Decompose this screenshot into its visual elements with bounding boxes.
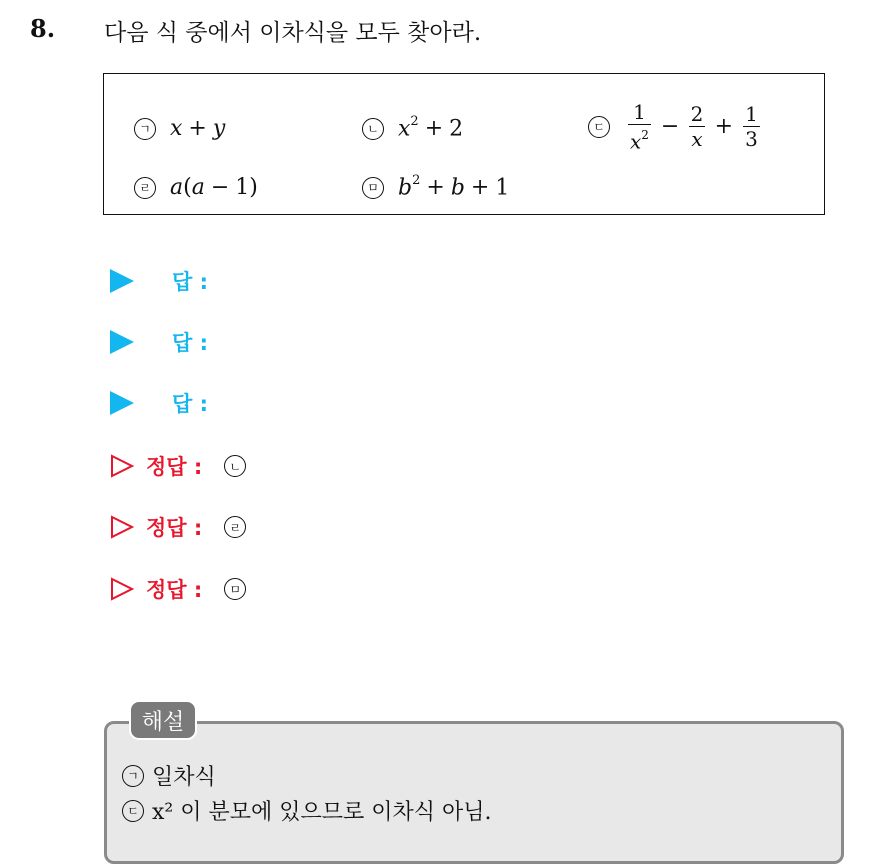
solution-mark: ㄷ bbox=[122, 800, 144, 822]
correct-label: 정답 : bbox=[146, 455, 203, 479]
correct-label: 정답 : bbox=[146, 516, 203, 540]
choice-2 bbox=[362, 116, 463, 141]
answer-arrow-icon bbox=[110, 330, 134, 354]
correct-answer-mark: ㄹ bbox=[224, 516, 246, 538]
answer-row-2[interactable] bbox=[110, 325, 208, 359]
correct-arrow-icon bbox=[110, 454, 134, 478]
question-number: 8. bbox=[30, 14, 56, 43]
choices-box bbox=[103, 73, 825, 215]
choice-mark: ㄷ bbox=[588, 116, 610, 138]
answer-label: 답 : bbox=[172, 331, 208, 355]
question-text: 다음 식 중에서 이차식을 모두 찾아라. bbox=[104, 20, 482, 46]
choice-4 bbox=[134, 175, 258, 200]
solution-title: 해설 bbox=[129, 700, 197, 740]
choice-expression: a(a − 1) bbox=[170, 175, 258, 200]
choice-mark: ㄱ bbox=[134, 118, 156, 140]
answer-arrow-icon bbox=[110, 391, 134, 415]
choice-expression: $b^2 + b + 1$ bbox=[398, 173, 510, 201]
choice-1 bbox=[134, 116, 225, 141]
correct-answer-row-1 bbox=[110, 449, 260, 483]
answer-arrow-icon bbox=[110, 269, 134, 293]
answer-label: 답 : bbox=[172, 392, 208, 416]
solution-text: 일차식 bbox=[152, 765, 216, 790]
correct-arrow-icon bbox=[110, 515, 134, 539]
solution-line-1 bbox=[122, 760, 216, 791]
correct-answer-mark: ㅁ bbox=[224, 578, 246, 600]
correct-answer-mark: ㄴ bbox=[224, 455, 246, 477]
correct-answer-row-3 bbox=[110, 572, 260, 606]
choice-mark: ㄹ bbox=[134, 177, 156, 199]
choice-expression: x + y bbox=[170, 116, 226, 141]
choice-mark: ㅁ bbox=[362, 177, 384, 199]
answer-row-3[interactable] bbox=[110, 386, 208, 420]
choice-5 bbox=[362, 175, 509, 200]
choice-mark: ㄴ bbox=[362, 118, 384, 140]
correct-arrow-icon bbox=[110, 577, 134, 601]
choice-3 bbox=[588, 100, 764, 154]
correct-answer-row-2 bbox=[110, 510, 260, 544]
correct-label: 정답 : bbox=[146, 578, 203, 602]
solution-line-2 bbox=[122, 795, 491, 826]
answer-label: 답 : bbox=[172, 270, 208, 294]
answer-row-1[interactable] bbox=[110, 264, 208, 298]
choice-expression: $\frac{1}{x^2}$ − $\frac{2}{x}$ + $\frac{1}{3}$ bbox=[630, 100, 758, 154]
solution-mark: ㄱ bbox=[122, 765, 144, 787]
solution-box bbox=[104, 721, 844, 864]
choice-expression: $x^2 + 2$ bbox=[398, 114, 464, 142]
solution-text: x² 이 분모에 있으므로 이차식 아님. bbox=[152, 800, 492, 825]
